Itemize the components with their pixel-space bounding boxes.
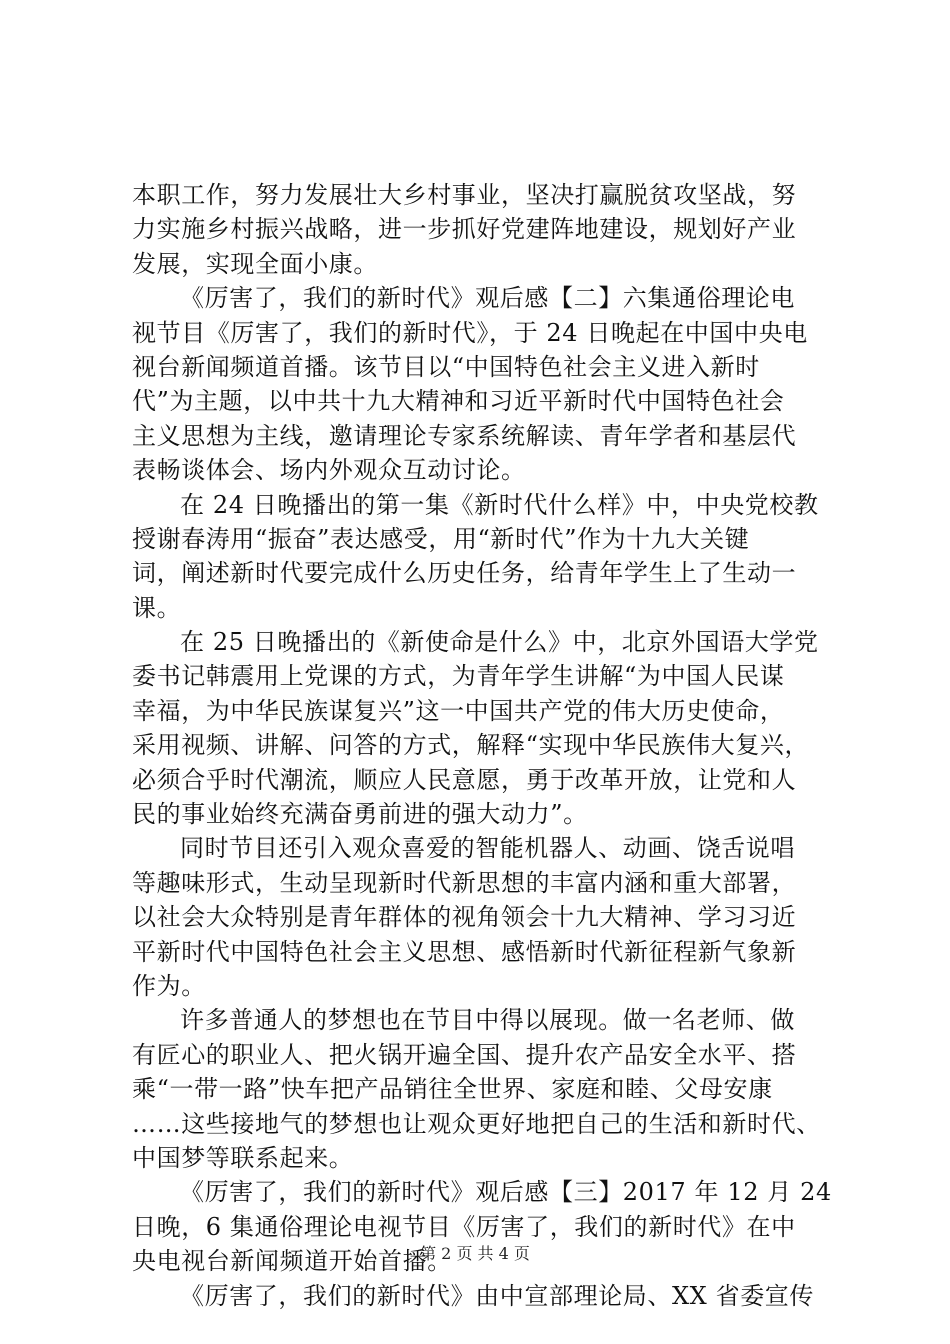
text-line: 同时节目还引入观众喜爱的智能机器人、动画、饶舌说唱 xyxy=(180,834,795,863)
text-line: 本职工作，努力发展壮大乡村事业，坚决打赢脱贫攻坚战，努 xyxy=(132,181,797,209)
text-line: 视台新闻频道首播。该节目以“中国特色社会主义进入新时 xyxy=(132,352,760,381)
text-line: ……这些接地气的梦想也让观众更好地把自己的生活和新时代、 xyxy=(132,1109,821,1138)
text-line: 等趣味形式，生动呈现新时代新思想的丰富内涵和重大部署， xyxy=(132,868,797,897)
text-line: 采用视频、讲解、问答的方式，解释“实现中华民族伟大复兴， xyxy=(132,731,810,760)
text-line: 《厉害了，我们的新时代》观后感【二】六集通俗理论电 xyxy=(180,284,795,313)
text-line: 必须合乎时代潮流，顺应人民意愿，勇于改革开放，让党和人 xyxy=(132,765,797,794)
document-body xyxy=(132,178,832,1313)
text-line: 幸福，为中华民族谋复兴”这一中国共产党的伟大历史使命， xyxy=(132,696,785,725)
text-line: 日晚，6 集通俗理论电视节目《厉害了，我们的新时代》在中 xyxy=(132,1212,796,1241)
text-line: 平新时代中国特色社会主义思想、感悟新时代新征程新气象新 xyxy=(132,937,797,966)
text-line: 中国梦等联系起来。 xyxy=(132,1143,354,1172)
text-line: 有匠心的职业人、把火锅开遍全国、提升农产品安全水平、搭 xyxy=(132,1040,797,1069)
text-line: 《厉害了，我们的新时代》观后感【三】2017 年 12 月 24 xyxy=(180,1178,832,1207)
text-line: 《厉害了，我们的新时代》由中宣部理论局、XX 省委宣传 xyxy=(180,1281,814,1310)
text-line: 乘“一带一路”快车把产品销往全世界、家庭和睦、父母安康 xyxy=(132,1075,773,1104)
text-line: 在 25 日晚播出的《新使命是什么》中，北京外国语大学党 xyxy=(180,628,819,657)
text-line: 视节目《厉害了，我们的新时代》，于 24 日晚起在中国中央电 xyxy=(132,318,808,347)
text-line: 表畅谈体会、场内外观众互动讨论。 xyxy=(132,456,526,485)
text-line: 央电视台新闻频道开始首播。 xyxy=(132,1247,452,1276)
text-line: 民的事业始终充满奋勇前进的强大动力”。 xyxy=(132,800,588,829)
text-line: 发展，实现全面小康。 xyxy=(132,249,378,278)
text-line: 许多普通人的梦想也在节目中得以展现。做一名老师、做 xyxy=(180,1006,795,1035)
text-line: 力实施乡村振兴战略，进一步抓好党建阵地建设，规划好产业 xyxy=(132,215,797,244)
page-footer: 第 2 页 共 4 页 xyxy=(420,1244,530,1263)
text-line: 代”为主题，以中共十九大精神和习近平新时代中国特色社会 xyxy=(132,387,785,416)
text-line: 以社会大众特别是青年群体的视角领会十九大精神、学习习近 xyxy=(132,903,797,932)
text-line: 作为。 xyxy=(132,971,206,1000)
text-line: 在 24 日晚播出的第一集《新时代什么样》中，中央党校教 xyxy=(180,490,819,519)
text-line: 词，阐述新时代要完成什么历史任务，给青年学生上了生动一 xyxy=(132,559,797,588)
text-line: 课。 xyxy=(132,593,182,622)
text-line: 授谢春涛用“振奋”表达感受，用“新时代”作为十九大关键 xyxy=(132,524,750,553)
text-line: 委书记韩震用上党课的方式，为青年学生讲解“为中国人民谋 xyxy=(132,662,785,691)
text-line: 主义思想为主线，邀请理论专家系统解读、青年学者和基层代 xyxy=(132,421,797,450)
